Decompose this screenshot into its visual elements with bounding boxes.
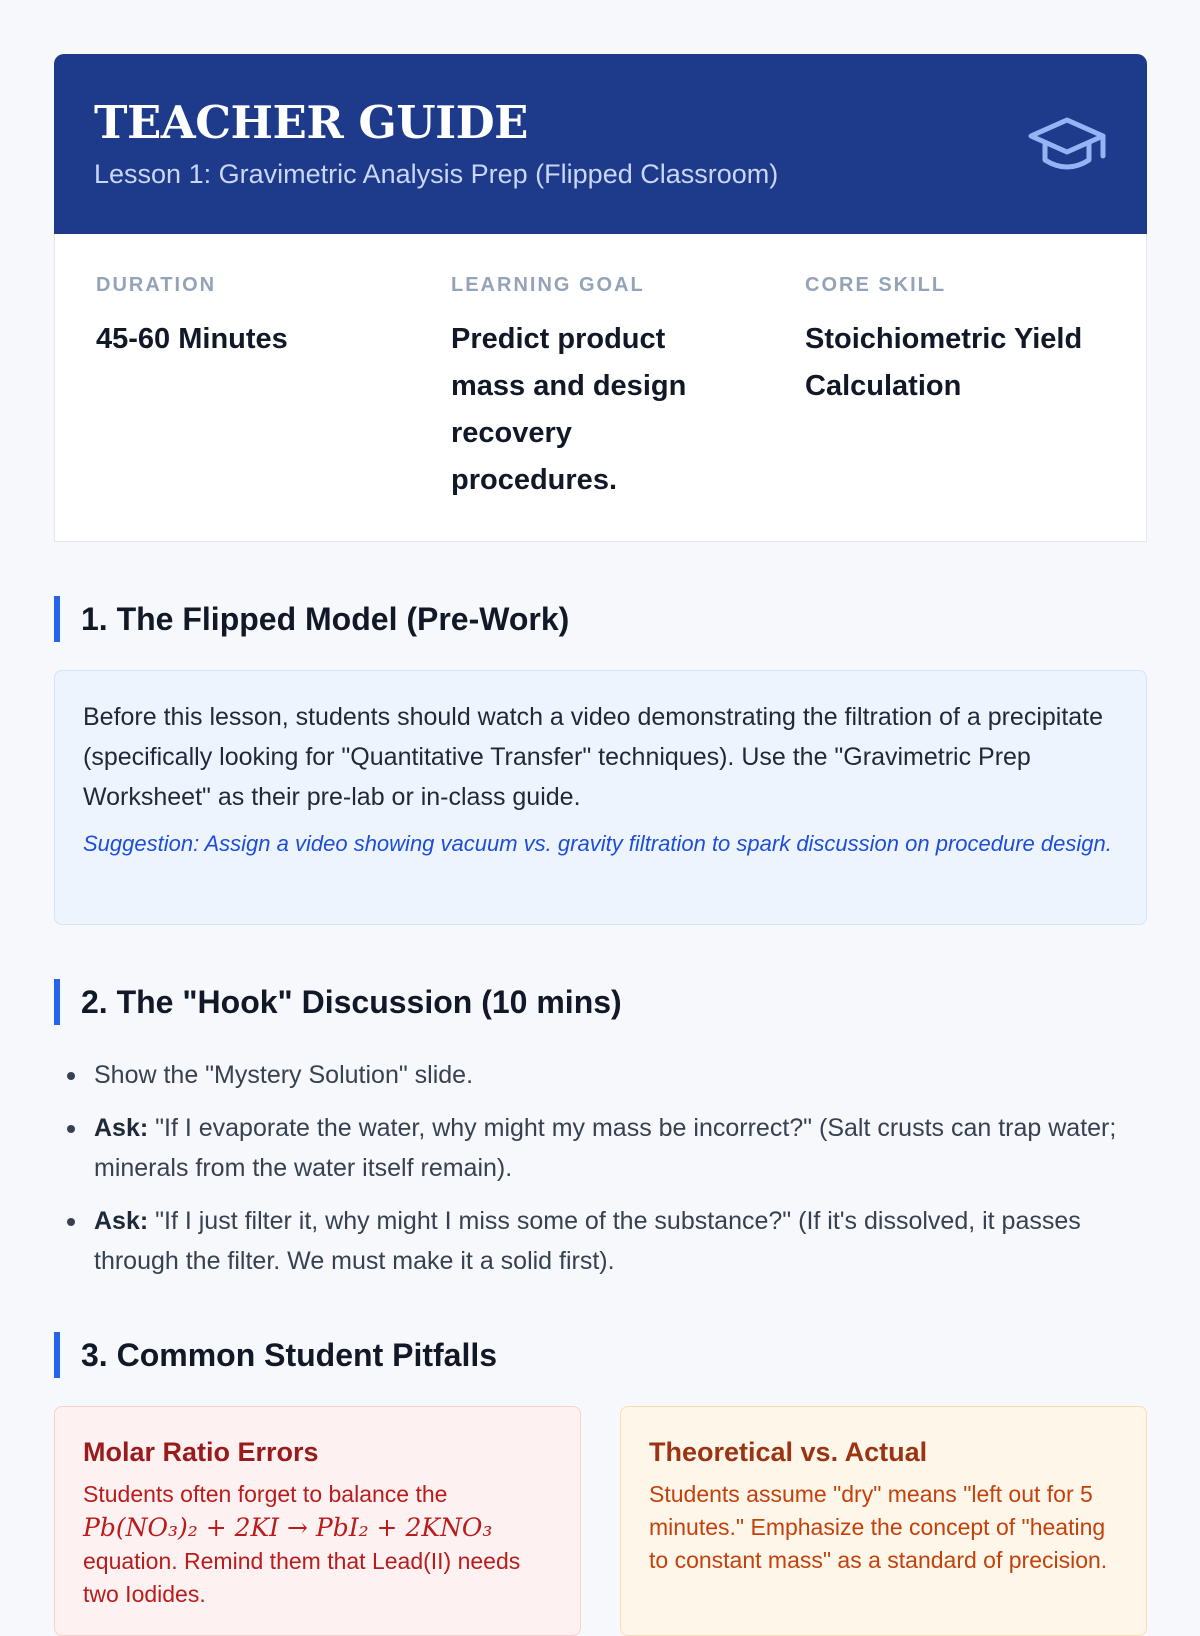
chemical-equation: Pb(NO₃)₂ + 2KI → PbI₂ + 2KNO₃ [83, 1513, 493, 1542]
lesson-overview-card [54, 234, 1147, 542]
section-heading-hook: 2. The "Hook" Discussion (10 mins) [54, 979, 622, 1025]
list-item-lead: Ask: [94, 1114, 149, 1142]
list-item-text: "If I just filter it, why might I miss some of the substance?" (If it's dissolved, it passes through the filter. We must make it a solid first). [94, 1207, 1081, 1275]
pitfall-text: equation. Remind them that Lead(II) needs two Iodides. [83, 1548, 521, 1607]
duration-value: 45-60 Minutes [96, 323, 288, 355]
lesson-subtitle: Lesson 1: Gravimetric Analysis Prep (Flipped Classroom) [94, 159, 779, 189]
core-skill-value: Stoichiometric Yield Calculation [805, 323, 1083, 402]
learning-goal-label: LEARNING GOAL [451, 274, 645, 296]
pitfall-title: Theoretical vs. Actual [649, 1437, 928, 1467]
duration-label: DURATION [96, 274, 217, 296]
section-heading-pitfalls: 3. Common Student Pitfalls [54, 1332, 497, 1378]
pitfall-card-molar-ratio [54, 1406, 581, 1636]
learning-goal-value: Predict product mass and design recovery procedures. [451, 323, 687, 496]
list-item-lead: Ask: [94, 1207, 149, 1235]
list-item [94, 1108, 1134, 1188]
core-skill-label: CORE SKILL [805, 274, 947, 296]
page-title: TEACHER GUIDE [94, 96, 528, 149]
suggestion-text: Suggestion: Assign a video showing vacuum vs. gravity filtration to spark discussion on procedure design. [83, 831, 1112, 856]
hook-discussion-list [94, 1055, 1134, 1294]
list-item [94, 1201, 1134, 1281]
pitfall-text: Students often forget to balance the [83, 1481, 448, 1507]
graduation-cap-icon [1027, 110, 1107, 180]
header-banner [54, 54, 1147, 234]
list-item-text: "If I evaporate the water, why might my mass be incorrect?" (Salt crusts can trap water; minerals from the water itself remain). [94, 1114, 1117, 1182]
flipped-model-box [54, 670, 1147, 925]
pitfall-body [83, 1478, 553, 1611]
pitfall-card-theoretical-actual [620, 1406, 1147, 1636]
list-item-text: Show the "Mystery Solution" slide. [94, 1061, 474, 1089]
flipped-model-text: Before this lesson, students should watch a video demonstrating the filtration of a precipitate (specifically looking for "Quantitative Transfer" techniques). Use the "Gravimetric Prep Worksheet" as their pre-lab or in-class guide. [83, 703, 1104, 811]
pitfall-title: Molar Ratio Errors [83, 1437, 319, 1467]
list-item [94, 1055, 1134, 1095]
pitfall-text: Students assume "dry" means "left out for 5 minutes." Emphasize the concept of "heating to constant mass" as a standard of precision. [649, 1481, 1108, 1573]
section-heading-flipped-model: 1. The Flipped Model (Pre-Work) [54, 596, 569, 642]
